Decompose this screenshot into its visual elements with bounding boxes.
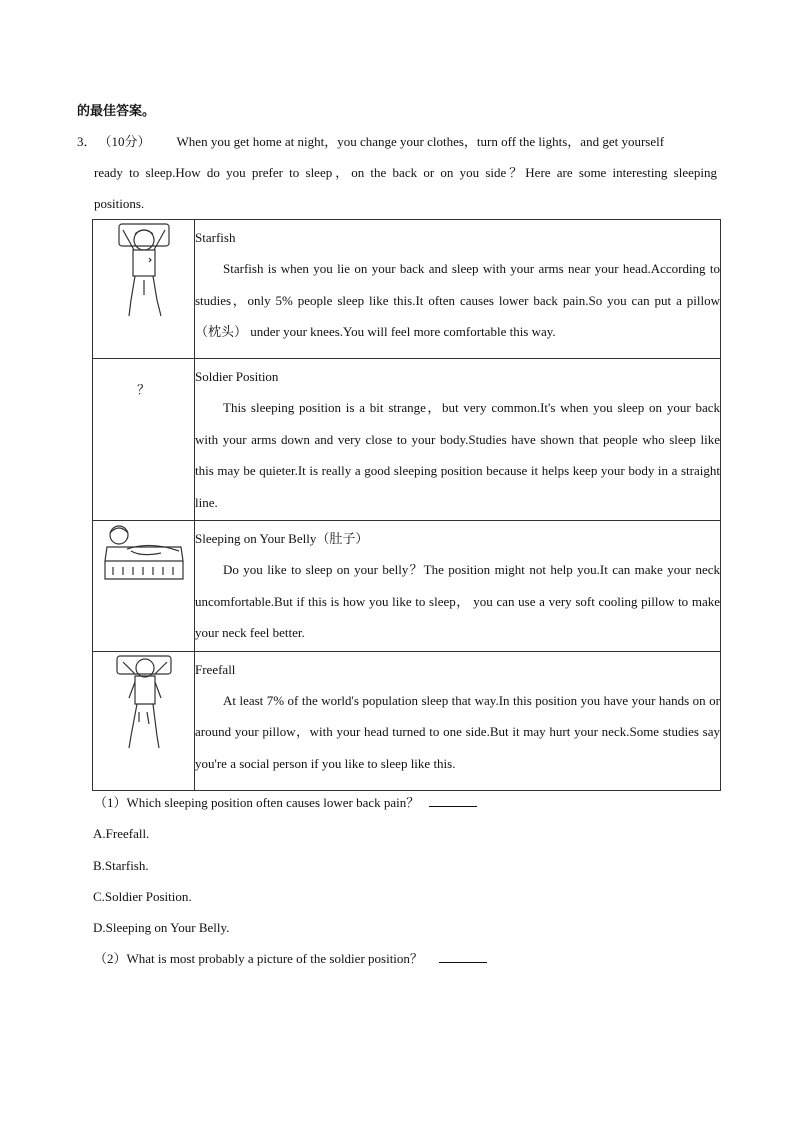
table-row-freefall (93, 651, 721, 790)
question-number: 3． (77, 134, 97, 149)
belly-sleeper-illustration (101, 521, 187, 583)
table-row-starfish (93, 220, 721, 359)
sub-question-2-prompt: （2）What is most probably a picture of the soldier position？ (94, 951, 423, 966)
sleeping-positions-table (92, 219, 721, 791)
freefall-illustration (109, 652, 179, 752)
sub-question-1-prompt: （1）Which sleeping position often causes lower back pain？ (94, 795, 420, 810)
question-intro-text-1: When you get home at night，you change your clothes，turn off the lights，and get yourself (176, 134, 665, 149)
option-b[interactable]: B.Starfish. (93, 858, 149, 873)
starfish-description: Starfish is when you lie on your back and sleep with your arms near your head.According to studies，only 5% people sleep like this.It often causes lower back pain.So you can put a pillow （枕头） under your knees.You will feel more comfortable this way. (195, 261, 720, 339)
table-row-belly (93, 521, 721, 652)
option-d[interactable]: D.Sleeping on Your Belly. (93, 920, 230, 935)
freefall-title: Freefall (195, 661, 236, 677)
question-intro-line-2: ready to sleep.How do you prefer to sleep，on the back or on you side？Here are some interesting sleeping (94, 165, 717, 180)
starfish-picture-cell (93, 220, 195, 359)
question-score: （10分） (98, 134, 151, 149)
soldier-title: Soldier Position (195, 369, 279, 384)
question-intro-line-3: positions. (94, 196, 145, 211)
sub-question-1 (94, 787, 477, 818)
soldier-text-cell (195, 359, 721, 521)
freefall-text-cell (195, 651, 721, 790)
section-heading: 的最佳答案。 (77, 103, 156, 118)
starfish-title: Starfish (195, 230, 236, 245)
belly-picture-cell (93, 521, 195, 652)
unknown-picture-question-mark: ？ (136, 382, 150, 397)
starfish-illustration (109, 220, 179, 320)
answer-blank-2[interactable] (439, 948, 487, 963)
freefall-picture-cell (93, 651, 195, 790)
table-row-soldier (93, 359, 721, 521)
soldier-picture-cell (93, 359, 195, 521)
answer-blank-1[interactable] (429, 792, 477, 807)
belly-text-cell (195, 521, 721, 652)
sub-question-2 (94, 943, 487, 974)
belly-title: Sleeping on Your Belly（肚子） (195, 531, 369, 546)
freefall-description: At least 7% of the world's population sleep that way.In this position you have your hands on or around your pillow，with your head turned to one side.But it may hurt your neck.Some studies say you're a social person if you like to sleep like this. (195, 692, 720, 771)
belly-description: Do you like to sleep on your belly？The position might not help you.It can make your neck uncomfortable.But if this is how you like to sleep， you can use a very soft cooling pillow to make your neck feel better. (195, 562, 720, 640)
option-a[interactable]: A.Freefall. (93, 826, 150, 841)
question-intro-line-1 (77, 126, 717, 157)
starfish-text-cell (195, 220, 721, 359)
soldier-description: This sleeping position is a bit strange，but very common.It's when you sleep on your back with your arms down and very close to your body.Studies have shown that people who sleep like this may be quieter.It is really a good sleeping position because it helps keep your body in a straight line. (195, 400, 720, 510)
option-c[interactable]: C.Soldier Position. (93, 889, 192, 904)
